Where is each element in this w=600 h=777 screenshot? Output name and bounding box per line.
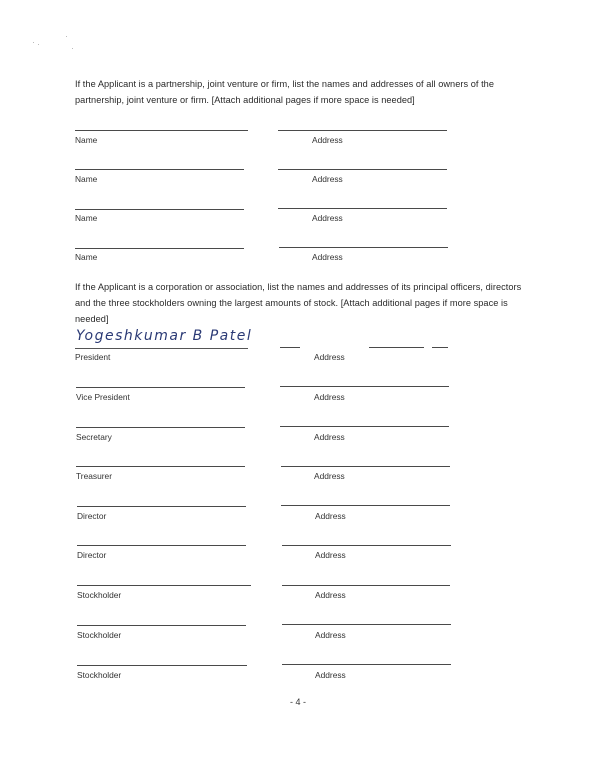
name-label: Name <box>75 213 98 223</box>
address-label: Address <box>312 252 343 262</box>
name-line-3[interactable] <box>75 209 244 210</box>
president-label: President <box>75 352 111 362</box>
address-line-director-2[interactable] <box>282 545 451 546</box>
director-label: Director <box>77 511 107 521</box>
stockholder-label: Stockholder <box>77 630 122 640</box>
secretary-line[interactable] <box>76 427 245 428</box>
address-label: Address <box>314 471 345 481</box>
address-line-president-c[interactable] <box>432 347 448 348</box>
address-line-director-1[interactable] <box>281 505 450 506</box>
name-line-4[interactable] <box>75 248 244 249</box>
address-line-2[interactable] <box>278 169 447 170</box>
corporation-instructions: If the Applicant is a corporation or association, list the names and addresses of its principal officers, directors and the three stockholders owning the largest amounts of stock. [Attach additional pages if more space is needed] <box>75 282 522 324</box>
address-label: Address <box>312 174 343 184</box>
name-label: Name <box>75 252 98 262</box>
president-line[interactable] <box>75 348 248 349</box>
address-line-stockholder-2[interactable] <box>282 624 451 625</box>
page-number: - 4 - <box>290 697 307 707</box>
address-label: Address <box>315 550 346 560</box>
address-label: Address <box>312 213 343 223</box>
address-line-stockholder-1[interactable] <box>282 585 450 586</box>
address-line-president-a[interactable] <box>280 347 300 348</box>
address-label: Address <box>312 135 343 145</box>
secretary-label: Secretary <box>76 432 112 442</box>
address-line-treasurer[interactable] <box>281 466 450 467</box>
address-label: Address <box>314 352 345 362</box>
address-label: Address <box>314 432 345 442</box>
vice-president-line[interactable] <box>76 387 245 388</box>
director-line-1[interactable] <box>77 506 246 507</box>
address-label: Address <box>315 511 346 521</box>
address-line-3[interactable] <box>278 208 447 209</box>
address-line-1[interactable] <box>278 130 447 131</box>
scan-speck <box>72 48 73 49</box>
address-line-secretary[interactable] <box>280 426 449 427</box>
partnership-instructions: If the Applicant is a partnership, joint venture or firm, list the names and addresses of all owners of the partnership, joint venture or firm. [Attach additional pages if more space is needed] <box>75 79 495 105</box>
name-label: Name <box>75 135 98 145</box>
scan-speck <box>66 36 67 37</box>
treasurer-line[interactable] <box>76 466 245 467</box>
vice-president-label: Vice President <box>76 392 130 402</box>
address-line-vice-president[interactable] <box>280 386 449 387</box>
address-line-stockholder-3[interactable] <box>282 664 451 665</box>
name-label: Name <box>75 174 98 184</box>
stockholder-line-3[interactable] <box>77 665 247 666</box>
address-line-4[interactable] <box>279 247 448 248</box>
director-line-2[interactable] <box>77 545 246 546</box>
scan-speck <box>38 44 39 45</box>
treasurer-label: Treasurer <box>76 471 112 481</box>
president-handwritten-name[interactable]: Yogeshkumar B Patel <box>76 328 253 344</box>
address-line-president-b[interactable] <box>369 347 424 348</box>
name-line-1[interactable] <box>75 130 248 131</box>
stockholder-label: Stockholder <box>77 590 122 600</box>
address-label: Address <box>315 590 346 600</box>
address-label: Address <box>315 670 346 680</box>
scan-speck <box>33 42 34 43</box>
stockholder-line-1[interactable] <box>77 585 251 586</box>
stockholder-label: Stockholder <box>77 670 122 680</box>
address-label: Address <box>314 392 345 402</box>
address-label: Address <box>315 630 346 640</box>
director-label: Director <box>77 550 107 560</box>
name-line-2[interactable] <box>75 169 244 170</box>
stockholder-line-2[interactable] <box>77 625 246 626</box>
